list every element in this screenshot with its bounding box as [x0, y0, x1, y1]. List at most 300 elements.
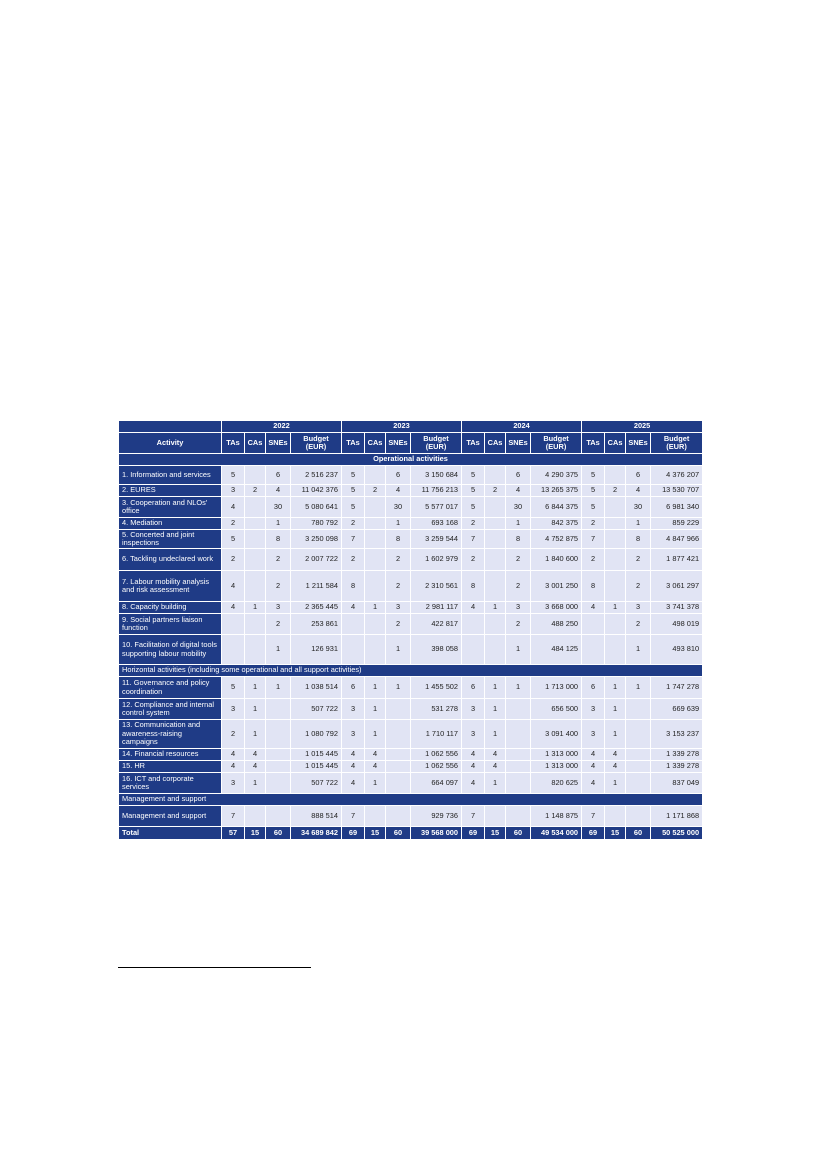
- staff-cell: [342, 614, 365, 635]
- total-staff-cell: 60: [386, 827, 411, 840]
- staff-cell: 5: [582, 485, 605, 497]
- staff-cell: 3: [582, 699, 605, 720]
- activity-label: 11. Governance and policy coordination: [119, 677, 222, 699]
- staff-cell: [506, 749, 531, 761]
- budget-cell: 1 171 868: [651, 806, 703, 827]
- staff-cell: [365, 806, 386, 827]
- budget-cell: 6 844 375: [531, 497, 582, 518]
- budget-cell: 929 736: [411, 806, 462, 827]
- table-body: [119, 454, 703, 840]
- staff-cell: 5: [222, 530, 245, 549]
- staff-cell: [605, 466, 626, 485]
- staff-cell: 1: [365, 699, 386, 720]
- budget-staff-table: [118, 420, 703, 840]
- staff-cell: 2: [342, 549, 365, 571]
- total-staff-cell: 69: [342, 827, 365, 840]
- budget-cell: 669 639: [651, 699, 703, 720]
- staff-cell: [626, 773, 651, 794]
- staff-cell: [365, 549, 386, 571]
- staff-cell: 2: [386, 549, 411, 571]
- table-row: [119, 485, 703, 497]
- staff-cell: [605, 571, 626, 602]
- budget-cell: 507 722: [291, 773, 342, 794]
- col-budget-header: Budget (EUR): [411, 433, 462, 454]
- table-row: [119, 549, 703, 571]
- section-title: Management and support: [119, 794, 703, 806]
- staff-cell: 6: [462, 677, 485, 699]
- staff-cell: [605, 518, 626, 530]
- budget-cell: 5 577 017: [411, 497, 462, 518]
- staff-cell: 4: [582, 602, 605, 614]
- section-header-row: [119, 794, 703, 806]
- budget-cell: 1 211 584: [291, 571, 342, 602]
- staff-cell: 5: [342, 466, 365, 485]
- budget-cell: 3 250 098: [291, 530, 342, 549]
- staff-cell: [365, 571, 386, 602]
- budget-cell: 3 150 684: [411, 466, 462, 485]
- staff-cell: 1: [386, 635, 411, 665]
- budget-cell: 4 376 207: [651, 466, 703, 485]
- staff-cell: [485, 614, 506, 635]
- staff-cell: 1: [485, 720, 506, 749]
- staff-cell: [626, 806, 651, 827]
- staff-cell: 4: [222, 571, 245, 602]
- table-row: [119, 571, 703, 602]
- staff-cell: [626, 699, 651, 720]
- staff-cell: 2: [386, 571, 411, 602]
- staff-cell: [626, 761, 651, 773]
- budget-cell: 1 840 600: [531, 549, 582, 571]
- staff-cell: [266, 761, 291, 773]
- budget-cell: 4 290 375: [531, 466, 582, 485]
- activity-label: 16. ICT and corporate services: [119, 773, 222, 794]
- activity-label: 12. Compliance and internal control system: [119, 699, 222, 720]
- staff-cell: 1: [365, 602, 386, 614]
- col-tas-header: TAs: [342, 433, 365, 454]
- staff-cell: 2: [222, 720, 245, 749]
- staff-cell: 1: [266, 635, 291, 665]
- table-row: [119, 614, 703, 635]
- budget-cell: 4 847 966: [651, 530, 703, 549]
- staff-cell: [485, 806, 506, 827]
- activity-label: 2. EURES: [119, 485, 222, 497]
- staff-cell: 7: [342, 530, 365, 549]
- staff-cell: 1: [605, 773, 626, 794]
- staff-cell: [386, 720, 411, 749]
- activity-label: 5. Concerted and joint inspections: [119, 530, 222, 549]
- table-row: [119, 773, 703, 794]
- total-staff-cell: 60: [266, 827, 291, 840]
- staff-cell: 7: [582, 806, 605, 827]
- total-staff-cell: 69: [462, 827, 485, 840]
- activity-label: 3. Cooperation and NLOs' office: [119, 497, 222, 518]
- section-header-row: [119, 665, 703, 677]
- staff-cell: 2: [582, 518, 605, 530]
- budget-cell: 1 877 421: [651, 549, 703, 571]
- budget-cell: 253 861: [291, 614, 342, 635]
- staff-cell: 2: [386, 614, 411, 635]
- staff-cell: 5: [582, 466, 605, 485]
- staff-cell: 3: [462, 720, 485, 749]
- staff-cell: 2: [506, 614, 531, 635]
- col-snes-header: SNEs: [506, 433, 531, 454]
- total-staff-cell: 15: [245, 827, 266, 840]
- budget-cell: 1 313 000: [531, 761, 582, 773]
- table-row: [119, 518, 703, 530]
- staff-cell: [462, 635, 485, 665]
- budget-cell: 422 817: [411, 614, 462, 635]
- budget-cell: 2 516 237: [291, 466, 342, 485]
- total-staff-cell: 15: [605, 827, 626, 840]
- budget-cell: 11 042 376: [291, 485, 342, 497]
- staff-cell: 2: [582, 549, 605, 571]
- staff-cell: 2: [245, 485, 266, 497]
- staff-cell: 4: [485, 749, 506, 761]
- staff-cell: [266, 773, 291, 794]
- col-snes-header: SNEs: [626, 433, 651, 454]
- activity-label: 9. Social partners liaison function: [119, 614, 222, 635]
- staff-cell: [506, 699, 531, 720]
- staff-cell: 6: [626, 466, 651, 485]
- budget-cell: 493 810: [651, 635, 703, 665]
- staff-cell: 7: [462, 530, 485, 549]
- staff-cell: 3: [582, 720, 605, 749]
- staff-cell: 2: [626, 549, 651, 571]
- total-staff-cell: 57: [222, 827, 245, 840]
- staff-cell: [245, 497, 266, 518]
- staff-cell: 8: [626, 530, 651, 549]
- activity-label: 14. Financial resources: [119, 749, 222, 761]
- staff-cell: 3: [626, 602, 651, 614]
- budget-cell: 3 741 378: [651, 602, 703, 614]
- budget-cell: 126 931: [291, 635, 342, 665]
- staff-cell: 1: [506, 677, 531, 699]
- staff-cell: [485, 530, 506, 549]
- staff-cell: 1: [485, 677, 506, 699]
- staff-cell: [462, 614, 485, 635]
- staff-cell: [386, 761, 411, 773]
- staff-cell: 7: [582, 530, 605, 549]
- staff-cell: 2: [266, 614, 291, 635]
- staff-cell: 8: [342, 571, 365, 602]
- staff-cell: [605, 806, 626, 827]
- staff-cell: 4: [582, 761, 605, 773]
- staff-cell: [222, 614, 245, 635]
- staff-cell: [386, 699, 411, 720]
- col-cas-header: CAs: [245, 433, 266, 454]
- budget-cell: 1 148 875: [531, 806, 582, 827]
- activity-label: 15. HR: [119, 761, 222, 773]
- budget-cell: 3 259 544: [411, 530, 462, 549]
- staff-cell: 4: [342, 773, 365, 794]
- budget-cell: 1 710 117: [411, 720, 462, 749]
- staff-cell: [605, 614, 626, 635]
- activity-label: 8. Capacity building: [119, 602, 222, 614]
- staff-cell: 4: [365, 749, 386, 761]
- staff-cell: 1: [506, 635, 531, 665]
- col-tas-header: TAs: [462, 433, 485, 454]
- budget-cell: 1 602 979: [411, 549, 462, 571]
- staff-cell: 3: [222, 699, 245, 720]
- staff-cell: [266, 699, 291, 720]
- activity-label: 13. Communication and awareness-raising campaigns: [119, 720, 222, 749]
- staff-cell: 4: [626, 485, 651, 497]
- col-tas-header: TAs: [222, 433, 245, 454]
- staff-cell: [365, 635, 386, 665]
- budget-cell: 664 097: [411, 773, 462, 794]
- budget-cell: 3 153 237: [651, 720, 703, 749]
- staff-cell: 4: [582, 749, 605, 761]
- budget-cell: 693 168: [411, 518, 462, 530]
- table-row: [119, 602, 703, 614]
- staff-cell: 2: [626, 571, 651, 602]
- total-staff-cell: 69: [582, 827, 605, 840]
- staff-cell: 1: [626, 518, 651, 530]
- table-row: [119, 466, 703, 485]
- budget-cell: 780 792: [291, 518, 342, 530]
- budget-cell: 1 713 000: [531, 677, 582, 699]
- total-staff-cell: 15: [365, 827, 386, 840]
- table-row: [119, 530, 703, 549]
- staff-cell: [605, 530, 626, 549]
- staff-cell: 1: [605, 677, 626, 699]
- table-row: [119, 635, 703, 665]
- staff-cell: 1: [605, 699, 626, 720]
- budget-cell: 507 722: [291, 699, 342, 720]
- budget-cell: 2 310 561: [411, 571, 462, 602]
- activity-label: 10. Facilitation of digital tools supporting labour mobility: [119, 635, 222, 665]
- staff-cell: 8: [582, 571, 605, 602]
- budget-cell: 6 981 340: [651, 497, 703, 518]
- staff-cell: 1: [626, 635, 651, 665]
- staff-cell: [222, 635, 245, 665]
- staff-cell: 2: [266, 571, 291, 602]
- table-row: [119, 677, 703, 699]
- activity-label: 7. Labour mobility analysis and risk assessment: [119, 571, 222, 602]
- staff-cell: 4: [462, 773, 485, 794]
- staff-cell: 2: [222, 549, 245, 571]
- staff-cell: [626, 720, 651, 749]
- staff-cell: 8: [266, 530, 291, 549]
- budget-cell: 1 038 514: [291, 677, 342, 699]
- staff-cell: 1: [245, 720, 266, 749]
- staff-cell: [485, 635, 506, 665]
- staff-cell: [365, 497, 386, 518]
- staff-cell: 4: [462, 749, 485, 761]
- staff-cell: 1: [506, 518, 531, 530]
- section-title: Operational activities: [119, 454, 703, 466]
- staff-cell: 4: [222, 602, 245, 614]
- budget-cell: 837 049: [651, 773, 703, 794]
- table-row: [119, 749, 703, 761]
- total-budget-cell: 50 525 000: [651, 827, 703, 840]
- staff-cell: [245, 530, 266, 549]
- col-tas-header: TAs: [582, 433, 605, 454]
- staff-cell: 30: [266, 497, 291, 518]
- col-budget-header: Budget (EUR): [531, 433, 582, 454]
- staff-cell: 1: [245, 602, 266, 614]
- staff-cell: 1: [266, 677, 291, 699]
- budget-cell: 11 756 213: [411, 485, 462, 497]
- total-label: Total: [119, 827, 222, 840]
- staff-cell: 8: [386, 530, 411, 549]
- staff-cell: 4: [222, 761, 245, 773]
- budget-cell: 13 265 375: [531, 485, 582, 497]
- col-budget-header: Budget (EUR): [651, 433, 703, 454]
- budget-cell: 1 015 445: [291, 749, 342, 761]
- budget-cell: 1 080 792: [291, 720, 342, 749]
- budget-cell: 1 313 000: [531, 749, 582, 761]
- staff-cell: 1: [365, 773, 386, 794]
- total-row: [119, 827, 703, 840]
- staff-cell: [342, 635, 365, 665]
- staff-cell: 1: [245, 677, 266, 699]
- col-cas-header: CAs: [365, 433, 386, 454]
- staff-cell: [485, 466, 506, 485]
- staff-cell: [582, 635, 605, 665]
- staff-cell: [245, 614, 266, 635]
- activity-label: Management and support: [119, 806, 222, 827]
- staff-cell: [245, 571, 266, 602]
- staff-cell: 5: [462, 485, 485, 497]
- total-staff-cell: 60: [506, 827, 531, 840]
- staff-cell: 2: [626, 614, 651, 635]
- staff-cell: 1: [266, 518, 291, 530]
- budget-cell: 5 080 641: [291, 497, 342, 518]
- staff-cell: 1: [386, 677, 411, 699]
- staff-cell: 1: [245, 699, 266, 720]
- budget-cell: 2 007 722: [291, 549, 342, 571]
- staff-cell: 6: [582, 677, 605, 699]
- staff-cell: 4: [342, 749, 365, 761]
- staff-cell: 2: [266, 549, 291, 571]
- staff-cell: 2: [462, 518, 485, 530]
- staff-cell: 5: [462, 497, 485, 518]
- staff-cell: 3: [506, 602, 531, 614]
- staff-cell: 5: [222, 677, 245, 699]
- budget-cell: 3 001 250: [531, 571, 582, 602]
- staff-cell: 1: [626, 677, 651, 699]
- staff-cell: 4: [245, 749, 266, 761]
- staff-cell: [605, 635, 626, 665]
- staff-cell: 2: [342, 518, 365, 530]
- staff-cell: 4: [222, 749, 245, 761]
- year-header: 2024: [462, 421, 582, 433]
- staff-cell: 4: [462, 761, 485, 773]
- staff-cell: 1: [245, 773, 266, 794]
- staff-cell: 1: [485, 699, 506, 720]
- budget-cell: 656 500: [531, 699, 582, 720]
- table-row: [119, 720, 703, 749]
- budget-cell: 498 019: [651, 614, 703, 635]
- staff-cell: 3: [462, 699, 485, 720]
- header-corner: [119, 421, 222, 433]
- staff-cell: [626, 749, 651, 761]
- staff-cell: [386, 806, 411, 827]
- staff-cell: 1: [386, 518, 411, 530]
- budget-cell: 488 250: [531, 614, 582, 635]
- budget-cell: 3 061 297: [651, 571, 703, 602]
- staff-cell: [506, 806, 531, 827]
- activity-header: Activity: [119, 433, 222, 454]
- staff-cell: [245, 549, 266, 571]
- staff-cell: 2: [222, 518, 245, 530]
- col-snes-header: SNEs: [386, 433, 411, 454]
- staff-cell: [365, 530, 386, 549]
- staff-cell: 2: [462, 549, 485, 571]
- staff-cell: [245, 466, 266, 485]
- staff-cell: [605, 497, 626, 518]
- budget-cell: 3 668 000: [531, 602, 582, 614]
- staff-cell: [365, 518, 386, 530]
- budget-cell: 1 747 278: [651, 677, 703, 699]
- staff-cell: 1: [485, 602, 506, 614]
- budget-cell: 1 339 278: [651, 749, 703, 761]
- budget-cell: 484 125: [531, 635, 582, 665]
- staff-cell: [245, 806, 266, 827]
- staff-cell: 4: [386, 485, 411, 497]
- year-header: 2023: [342, 421, 462, 433]
- staff-cell: 3: [342, 699, 365, 720]
- total-budget-cell: 49 534 000: [531, 827, 582, 840]
- col-cas-header: CAs: [605, 433, 626, 454]
- staff-cell: [506, 720, 531, 749]
- staff-cell: [485, 571, 506, 602]
- staff-cell: 4: [582, 773, 605, 794]
- col-snes-header: SNEs: [266, 433, 291, 454]
- staff-cell: [386, 749, 411, 761]
- staff-cell: [266, 749, 291, 761]
- staff-cell: 1: [485, 773, 506, 794]
- staff-cell: [386, 773, 411, 794]
- staff-cell: [506, 761, 531, 773]
- activity-label: 6. Tackling undeclared work: [119, 549, 222, 571]
- staff-cell: 6: [266, 466, 291, 485]
- table-row: [119, 497, 703, 518]
- staff-cell: [605, 549, 626, 571]
- budget-cell: 13 530 707: [651, 485, 703, 497]
- budget-cell: 820 625: [531, 773, 582, 794]
- col-cas-header: CAs: [485, 433, 506, 454]
- table-row: [119, 761, 703, 773]
- budget-cell: 1 062 556: [411, 749, 462, 761]
- total-staff-cell: 15: [485, 827, 506, 840]
- budget-cell: 398 058: [411, 635, 462, 665]
- staff-cell: 7: [462, 806, 485, 827]
- staff-cell: 3: [386, 602, 411, 614]
- staff-cell: [245, 635, 266, 665]
- staff-cell: 2: [605, 485, 626, 497]
- staff-cell: 4: [485, 761, 506, 773]
- section-title: Horizontal activities (including some operational and all support activities): [119, 665, 703, 677]
- staff-cell: 4: [506, 485, 531, 497]
- budget-cell: 1 062 556: [411, 761, 462, 773]
- table-row: [119, 699, 703, 720]
- staff-cell: 4: [605, 761, 626, 773]
- col-budget-header: Budget (EUR): [291, 433, 342, 454]
- staff-cell: 4: [365, 761, 386, 773]
- staff-cell: [485, 518, 506, 530]
- staff-cell: 7: [222, 806, 245, 827]
- staff-cell: [506, 773, 531, 794]
- staff-cell: 6: [342, 677, 365, 699]
- staff-cell: 6: [506, 466, 531, 485]
- year-header: 2022: [222, 421, 342, 433]
- staff-cell: 5: [582, 497, 605, 518]
- activity-label: 4. Mediation: [119, 518, 222, 530]
- staff-cell: [365, 466, 386, 485]
- staff-cell: 2: [506, 571, 531, 602]
